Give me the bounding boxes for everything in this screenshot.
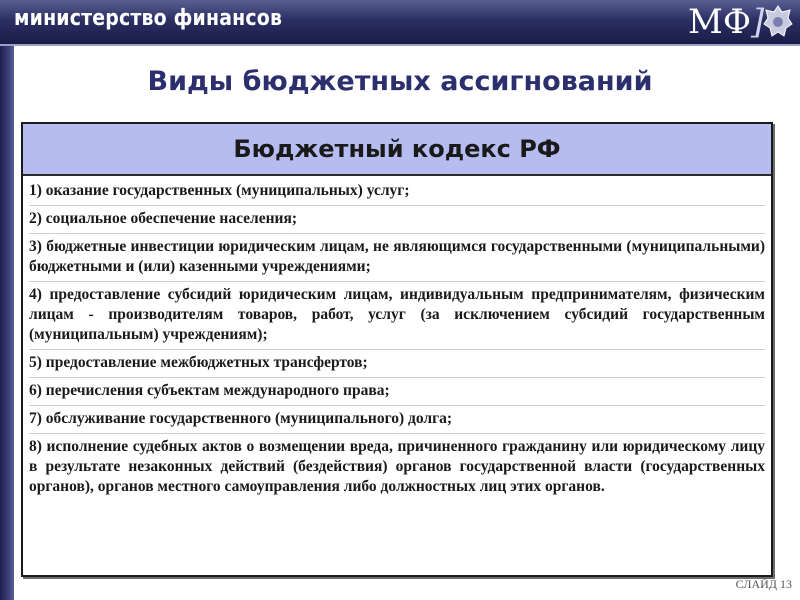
list-item: 5) предоставление межбюджетных трансфертов; <box>29 350 765 378</box>
list-item: 1) оказание государственных (муниципальных) услуг; <box>29 178 765 206</box>
slide-number: СЛАЙД 13 <box>735 577 792 591</box>
ministry-name: министерство финансов <box>14 6 283 31</box>
list-item: 7) обслуживание государственного (муниципального) долга; <box>29 406 765 434</box>
list-item: 8) исполнение судебных актов о возмещении вреда, причиненного гражданину или юридическому лицу в результате незаконных действий (бездействия) органов государственной власти (государственных органов), органов местного самоуправления либо должностных лиц этих органов. <box>29 438 765 495</box>
item-list <box>23 176 771 501</box>
left-side-bar <box>0 46 14 600</box>
list-item: 6) перечисления субъектам международного права; <box>29 378 765 406</box>
panel-header <box>23 124 771 176</box>
panel-title: Бюджетный кодекс РФ <box>233 135 561 163</box>
header-bar <box>0 0 800 46</box>
mf-logo <box>688 2 764 42</box>
content-panel <box>21 122 773 577</box>
mf-logo-text: МФ <box>688 2 752 42</box>
coat-of-arms-icon <box>762 4 794 40</box>
list-item: 4) предоставление субсидий юридическим лицам, индивидуальным предпринимателям, физическим лицам - производителям товаров, работ, услуг (за исключением субсидий государственным (муниципальным) учреждениям); <box>29 282 765 350</box>
logo-bracket: ] <box>751 2 765 42</box>
list-item: 3) бюджетные инвестиции юридическим лицам, не являющимся государственными (муниципальными) бюджетными и (или) казенными учреждениями; <box>29 234 765 282</box>
list-item: 2) социальное обеспечение населения; <box>29 206 765 234</box>
slide-title: Виды бюджетных ассигнований <box>147 66 653 97</box>
